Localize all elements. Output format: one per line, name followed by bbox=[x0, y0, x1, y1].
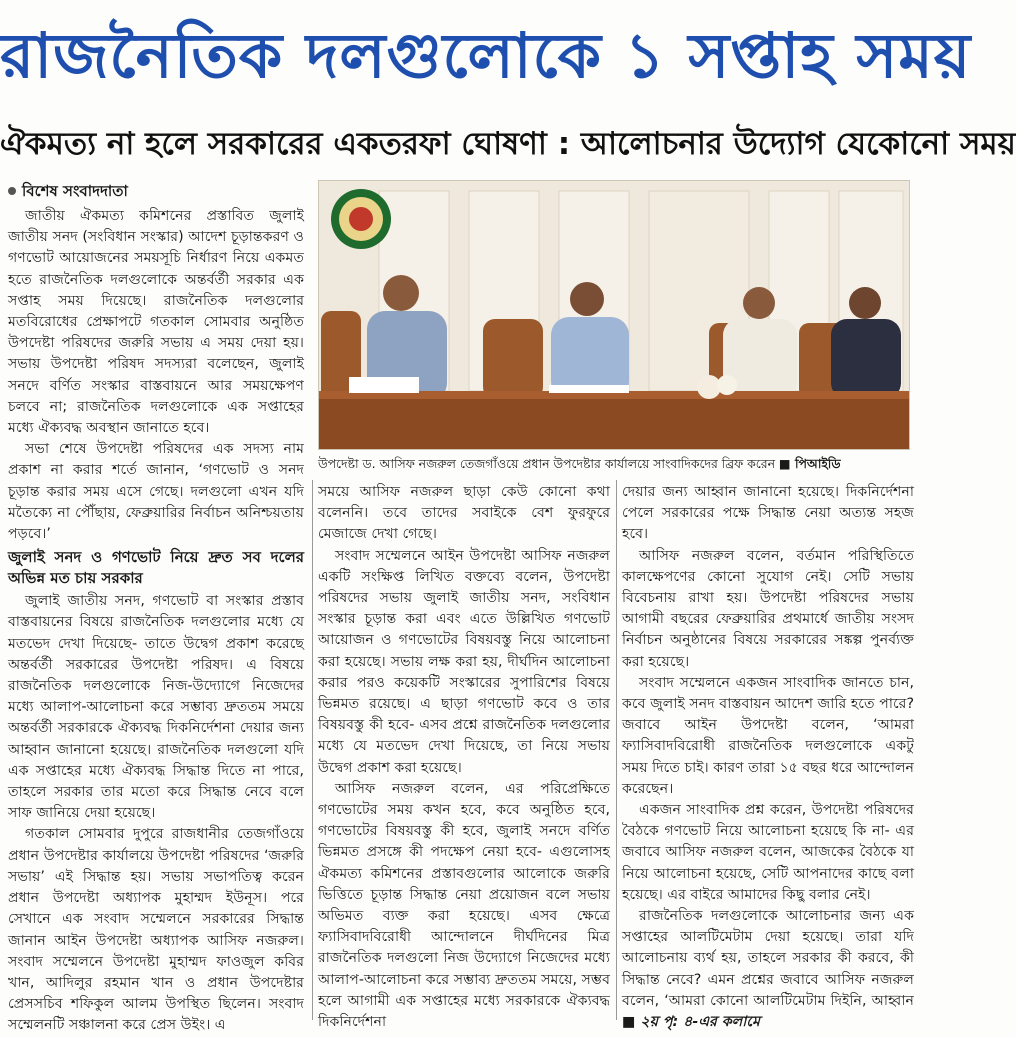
continued-jump-link[interactable]: ■ ২য় পৃ: ৪-এর কলামে bbox=[622, 1014, 760, 1031]
subheadline: ঐকমত্য না হলে সরকারের একতরফা ঘোষণা : আলোচনার উদ্যোগ যেকোনো সময় bbox=[0, 126, 1016, 162]
bullet-icon bbox=[8, 187, 16, 195]
paragraph: দেয়ার জন্য আহ্বান জানানো হয়েছে। দিকনির্দেশনা পেলে সরকারের পক্ষে সিদ্ধান্ত নেয়া অত্যন্ত সহজ হবে। bbox=[622, 484, 914, 543]
column-divider bbox=[616, 480, 617, 1020]
subheading: জুলাই সনদ ও গণভোট নিয়ে দ্রুত সব দলের অভিন্ন মত চায় সরকার bbox=[8, 548, 304, 588]
paragraph: আসিফ নজরুল বলেন, এর পরিপ্রেক্ষিতে গণভোটের সময় কখন হবে, কবে অনুষ্ঠিত হবে, গণভোটের বিষয়বস্তু কী হবে, জুলাই সনদে বর্ণিত ভিন্নমত প্রসঙ্গে কী পদক্ষেপ নেয়া হবে- এগুলোসহ ঐকমত্য কমিশনের প্রস্তাবগুলোর আলোকে জরুরি ভিত্তিতে চূড়ান্ত সিদ্ধান্ত নেয়া প্রয়োজন বলে সভায় অভিমত ব্যক্ত করা হয়েছে। এসব ক্ষেত্রে ফ্যাসিবাদবিরোধী আন্দোলনে দীর্ঘদিনের মিত্র রাজনৈতিক দলগুলো নিজ উদ্যোগে নিজেদের মধ্যে আলাপ-আলোচনা করে সম্ভাব্য দ্রুততম সময়ে, সম্ভব হলে আগামী এক সপ্তাহের মধ্যে সরকারকে ঐক্যবদ্ধ দিকনির্দেশনা bbox=[318, 780, 610, 1031]
photo-caption bbox=[318, 452, 908, 476]
paragraph: জাতীয় ঐকমত্য কমিশনের প্রস্তাবিত জুলাই জাতীয় সনদ (সংবিধান সংস্কার) আদেশ চূড়ান্তকরণ ও গণভোট আয়োজনের সময়সূচি নির্ধারণ নিয়ে একমত হতে রাজনৈতিক দলগুলোকে অন্তর্বর্তী সরকার এক সপ্তাহ সময় দিয়েছে। রাজনৈতিক দলগুলোর মতবিরোধের প্রেক্ষাপটে গতকাল সোমবার অনুষ্ঠিত উপদেষ্টা পরিষদের জরুরি সভায় এ সময় দেয়া হয়। সভায় উপদেষ্টা পরিষদ সদস্যরা বলেছেন, জুলাই সনদে বর্ণিত সংস্কার বাস্তবায়নে আর সময়ক্ষেপণ চলবে না; রাজনৈতিক দলগুলোকে এক সপ্তাহের মধ্যে ঐক্যবদ্ধ অবস্থান জানাতে হবে। bbox=[8, 208, 304, 437]
byline bbox=[8, 180, 304, 202]
caption-text: উপদেষ্টা ড. আসিফ নজরুল তেজগাঁওয়ে প্রধান উপদেষ্টার কার্যালয়ে সাংবাদিকদের ব্রিফ করেন bbox=[318, 456, 775, 471]
paragraph: সংবাদ সম্মেলনে একজন সাংবাদিক জানতে চান, কবে জুলাই সনদ বাস্তবায়ন আদেশ জারি হতে পারে? জবাবে আইন উপদেষ্টা বলেন, ‘আমরা ফ্যাসিবাদবিরোধী রাজনৈতিক দলগুলোকে একটু সময় দিতে চাই। কারণ তারা ১৫ বছর ধরে আন্দোলন করেছেন। bbox=[622, 674, 914, 797]
byline-text: বিশেষ সংবাদদাতা bbox=[22, 182, 128, 200]
paragraph: আসিফ নজরুল বলেন, বর্তমান পরিস্থিতিতে কালক্ষেপণের কোনো সুযোগ নেই। সেটি সভায় বিবেচনায় রাখা হয়। উপদেষ্টা পরিষদের সভায় আগামী বছরের ফেব্রুয়ারির প্রথমার্ধে জাতীয় সংসদ নির্বাচন অনুষ্ঠানের বিষয়ে সরকারের সঙ্কল্প পুনর্ব্যক্ত করা হয়েছে। bbox=[622, 547, 914, 670]
press-briefing-photo bbox=[318, 180, 910, 450]
headline: রাজনৈতিক দলগুলোকে ১ সপ্তাহ সময় bbox=[0, 19, 972, 92]
article-column-2 bbox=[318, 482, 610, 1031]
paragraph: সভা শেষে উপদেষ্টা পরিষদের এক সদস্য নাম প্রকাশ না করার শর্তে জানান, ‘গণভোট ও সনদ চূড়ান্ত করার সময় এসে গেছে। দলগুলো এখন যদি মতৈক্যে না পৌঁছায়, ফেব্রুয়ারির নির্বাচন অনিশ্চয়তায় পড়বে।’ bbox=[8, 441, 304, 543]
paragraph: সময়ে আসিফ নজরুল ছাড়া কেউ কোনো কথা বলেননি। তবে তাদের সবাইকে বেশ ফুরফুরে মেজাজে দেখা গেছে। bbox=[318, 484, 610, 543]
photo-credit: ■ পিআইডি bbox=[778, 456, 841, 471]
government-emblem-icon bbox=[331, 189, 391, 249]
paragraph: একজন সাংবাদিক প্রশ্ন করেন, উপদেষ্টা পরিষদের বৈঠকে গণভোট নিয়ে আলোচনা হয়েছে কি না- এর জবাবে আসিফ নজরুল বলেন, আজকের বৈঠকে যা নিয়ে আলোচনা হয়েছে, সেটি আপনাদের কাছে বলা হয়েছে। এর বাইরে আমাদের কিছু বলার নেই। bbox=[622, 802, 914, 903]
column-divider bbox=[312, 480, 313, 1020]
paragraph: গতকাল সোমবার দুপুরে রাজধানীর তেজগাঁওয়ে প্রধান উপদেষ্টার কার্যালয়ে উপদেষ্টা পরিষদের ‘জরুরি সভায়’ এই সিদ্ধান্ত হয়। সভায় সভাপতিত্ব করেন প্রধান উপদেষ্টা অধ্যাপক মুহাম্মদ ইউনূস। পরে সেখানে এক সংবাদ সম্মেলনে সরকারের সিদ্ধান্ত জানান আইন উপদেষ্টা অধ্যাপক আসিফ নজরুল। সংবাদ সম্মেলনে উপদেষ্টা মুহাম্মদ ফাওজুল কবির খান, আদিলুর রহমান খান ও প্রধান উপদেষ্টার প্রেসসচিব শফিকুল আলম উপস্থিত ছিলেন। সংবাদ সম্মেলনটি সঞ্চালনা করে প্রেস উইং। এ bbox=[8, 826, 304, 1034]
photo-illustration bbox=[319, 181, 909, 449]
article-column-1 bbox=[8, 180, 304, 1034]
paragraph-text: রাজনৈতিক দলগুলোকে আলোচনার জন্য এক সপ্তাহের আলটিমেটাম দেয়া হয়েছে। তারা যদি আলোচনায় ব্যর্থ হয়, তাহলে সরকার কী করবে, কী সিদ্ধান্ত নেবে? এমন প্রশ্নের জবাবে আসিফ নজরুল বলেন, ‘আমরা কোনো আলটিমেটাম দিইনি, আহ্বান bbox=[622, 908, 914, 1009]
paragraph: সংবাদ সম্মেলনে আইন উপদেষ্টা আসিফ নজরুল একটি সংক্ষিপ্ত লিখিত বক্তব্যে বলেন, উপদেষ্টা পরিষদের সভায় জুলাই জাতীয় সনদ, সংবিধান সংস্কার চূড়ান্ত করা এবং এতে উল্লিখিত গণভোট আয়োজন ও গণভোটের বিষয়বস্তু নিয়ে আলোচনা করা হয়েছে। সভায় লক্ষ করা হয়, দীর্ঘদিন আলোচনা করার পরও কয়েকটি সংস্কারের সুপারিশের বিষয়ে ভিন্নমত রয়েছে। এ ছাড়া গণভোট কবে ও তার বিষয়বস্তু কী হবে- এসব প্রশ্নে রাজনৈতিক দলগুলোর মধ্যে যে মতভেদ দেখা দিয়েছে, তা নিয়ে সভায় উদ্বেগ প্রকাশ করা হয়েছে। bbox=[318, 547, 610, 776]
paragraph bbox=[622, 906, 914, 1033]
paragraph: জুলাই জাতীয় সনদ, গণভোট বা সংস্কার প্রস্তাব বাস্তবায়নের বিষয়ে রাজনৈতিক দলগুলোর মধ্যে যে মতভেদ দেখা দিয়েছে- তাতে উদ্বেগ প্রকাশ করেছে অন্তর্বর্তী সরকারের উপদেষ্টা পরিষদ। এ বিষয়ে রাজনৈতিক দলগুলোকে নিজ-উদ্যোগে নিজেদের মধ্যে আলাপ-আলোচনা করে সম্ভাব্য দ্রুততম সময়ে অন্তর্বর্তী সরকারকে ঐক্যবদ্ধ দিকনির্দেশনা দেয়ার জন্য আহ্বান জানানো হয়েছে। রাজনৈতিক দলগুলো যদি এক সপ্তাহের মধ্যে ঐক্যবদ্ধ সিদ্ধান্ত দিতে না পারে, তাহলে সরকার তার মতো করে সিদ্ধান্ত নেবে বলে সাফ জানিয়ে দেয়া হয়েছে। bbox=[8, 593, 304, 822]
article-column-3 bbox=[622, 482, 914, 1031]
